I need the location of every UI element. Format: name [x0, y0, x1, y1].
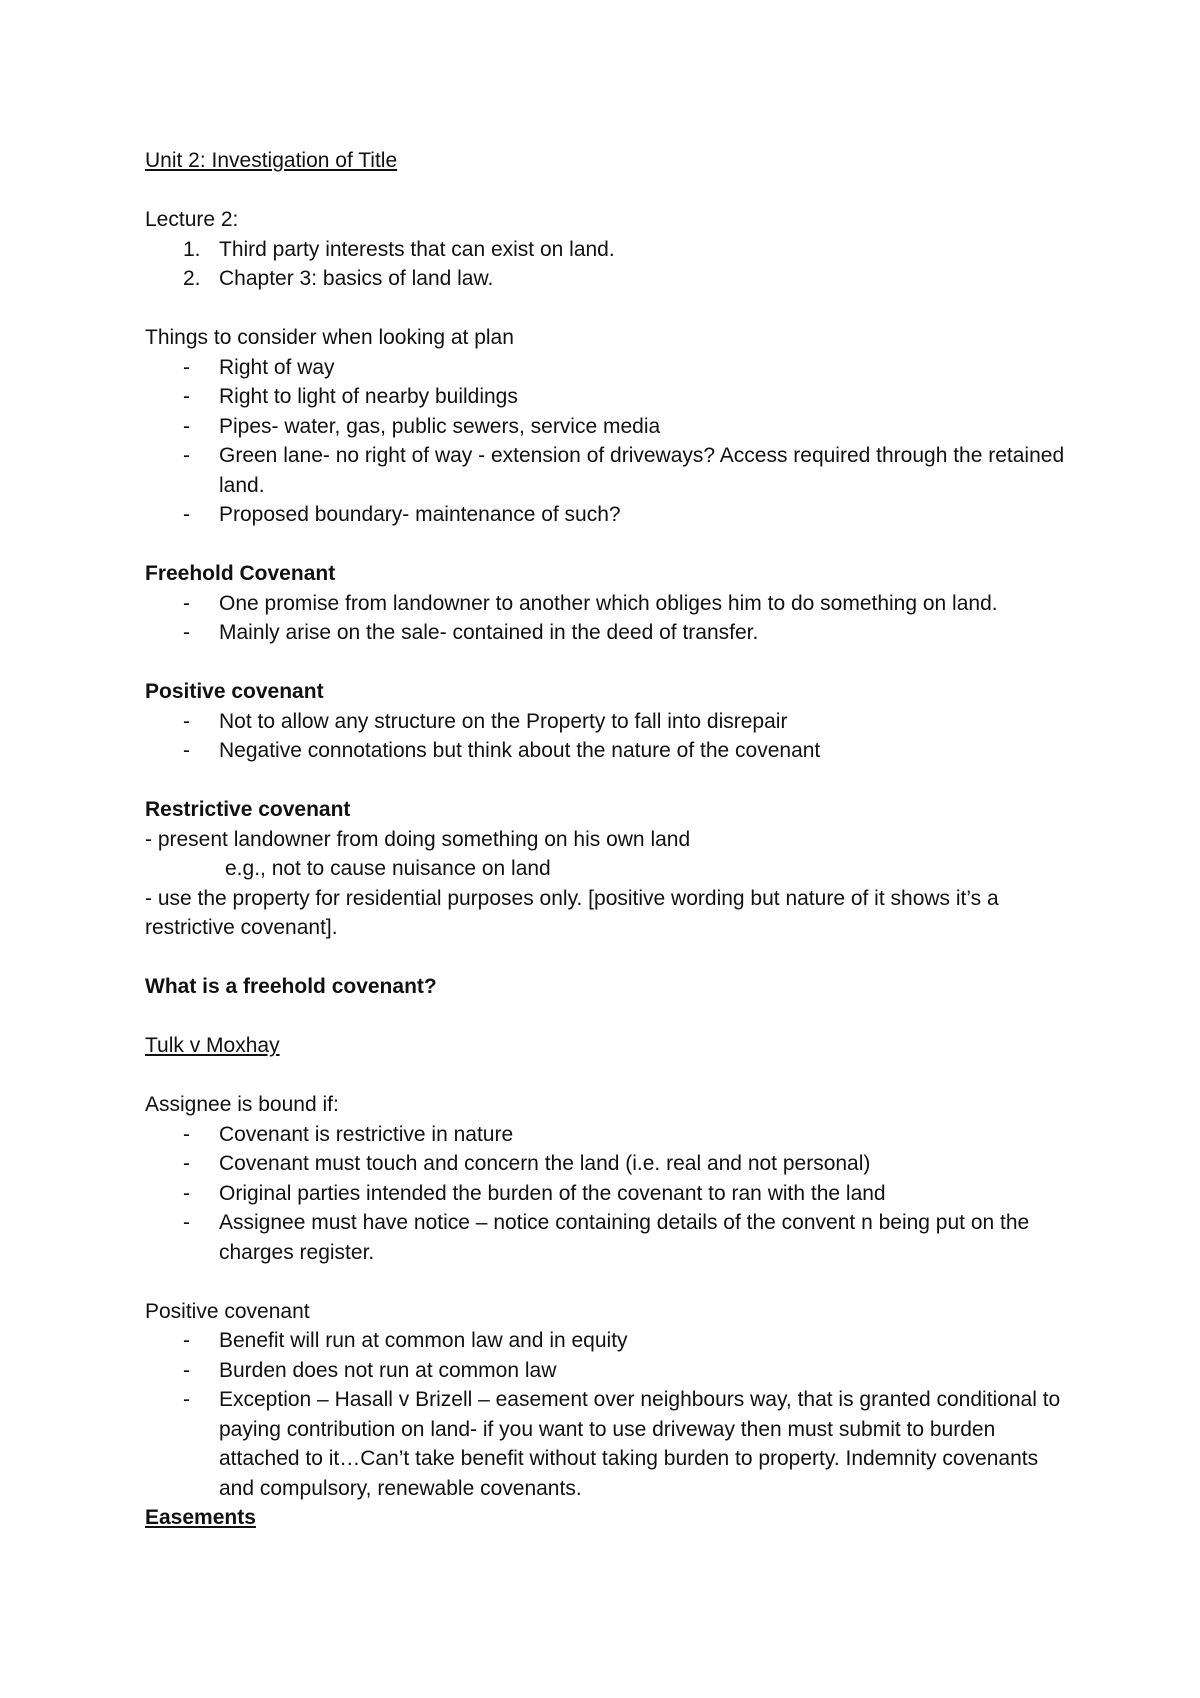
list-item: - Pipes- water, gas, public sewers, service media: [183, 414, 661, 438]
restrictive-covenant-title: Restrictive covenant: [145, 798, 351, 821]
plan-intro: Things to consider when looking at plan: [145, 326, 514, 349]
document-page: [145, 146, 1075, 1533]
list-item: - Covenant must touch and concern the land (i.e. real and not personal): [183, 1152, 871, 1175]
list-item: - Assignee must have notice – notice containing details of the convent n being put on the charges register.: [183, 1211, 1030, 1264]
list-item: - Mainly arise on the sale- contained in the deed of transfer.: [183, 621, 759, 644]
list-item: - Proposed boundary- maintenance of such?: [183, 503, 621, 526]
assignee-intro: Assignee is bound if:: [145, 1093, 339, 1116]
easements-heading: Easements: [145, 1506, 256, 1529]
document-heading: Unit 2: Investigation of Title: [145, 149, 398, 172]
list-item: - Exception – Hasall v Brizell – easement over neighbours way, that is granted conditional to paying contribution on land- if you want to use driveway then must submit to burden attached to it…Can’t take benefit without taking burden to property. Indemnity covenants and compulsory, renewable covenants.: [183, 1388, 1061, 1500]
lecture-label: Lecture 2:: [145, 208, 239, 231]
restrictive-line-1: - present landowner from doing something on his own land: [145, 827, 691, 851]
case-title: Tulk v Moxhay: [145, 1034, 280, 1057]
positive-covenant-title: Positive covenant: [145, 680, 324, 703]
freehold-covenant-title: Freehold Covenant: [145, 562, 336, 585]
list-item: - Right to light of nearby buildings: [183, 385, 518, 408]
list-item: 1. Third party interests that can exist on land.: [183, 237, 615, 261]
list-item: - Original parties intended the burden of the covenant to ran with the land: [183, 1181, 886, 1205]
list-item: - One promise from landowner to another which obliges him to do something on land.: [183, 591, 998, 615]
restrictive-example: e.g., not to cause nuisance on land: [225, 857, 551, 880]
list-item: - Not to allow any structure on the Property to fall into disrepair: [183, 709, 788, 733]
list-item: - Right of way: [183, 355, 335, 379]
restrictive-line-2: - use the property for residential purposes only. [positive wording but nature of it shows it’s a restrictive covenant].: [145, 886, 999, 939]
list-item: - Benefit will run at common law and in equity: [183, 1329, 628, 1352]
list-item: - Green lane- no right of way - extension of driveways? Access required through the retained land.: [183, 444, 1065, 497]
list-item: - Burden does not run at common law: [183, 1358, 557, 1382]
list-item: - Covenant is restrictive in nature: [183, 1122, 514, 1146]
positive-covenant-2-title: Positive covenant: [145, 1299, 310, 1323]
list-item: 2. Chapter 3: basics of land law.: [183, 267, 494, 290]
list-item: - Negative connotations but think about the nature of the covenant: [183, 739, 821, 762]
freehold-question: What is a freehold covenant?: [145, 975, 437, 998]
